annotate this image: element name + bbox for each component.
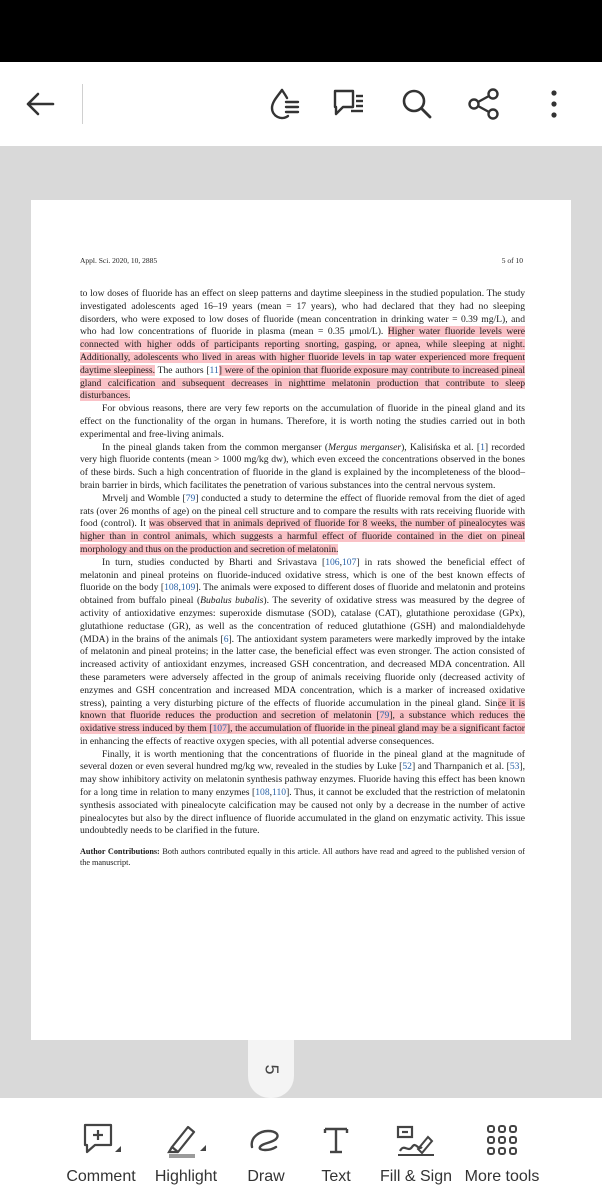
citation-link[interactable]: 1 [480,441,485,453]
more-tools-label: More tools [464,1168,540,1185]
page-header [80,256,523,268]
article-body [80,288,525,868]
paragraph-6: Finally, it is worth mentioning that the concentrations of fluoride in the pineal gland at the magnitude of several dozen or even several hundred mg/kg ww, revealed in the studies by Luke [52] and Tharnpanich et al. [53], may show inhibitory activity on melatonin synthesis pathway enzymes. Fluoride having this effect has been known for a long time in relation to many enzymes [108,110]. Thus, it cannot be excluded that the restriction of melatonin synthesis associated with pinealocyte calcification may be caused not only by a decrease in the number of active pinealocytes but also by the direct influence of fluoride accumulated in the gland on enzymatic activity. This issue undoubtedly needs to be clarified in the future. [80,748,526,837]
paragraph-2: For obvious reasons, there are very few reports on the accumulation of fluoride in the pineal gland and its effect on the functionality of the organ in humans. Therefore, it is worth noting the studies carried out in both experimental and free-living animals. [80,403,525,440]
page-number-label: 5 of 10 [501,256,523,265]
toolbar-divider [82,84,83,124]
citation-link[interactable]: 108 [255,787,270,799]
citation-link[interactable]: 106 [325,556,340,568]
citation-link[interactable]: 79 [185,492,196,504]
paragraph-4: Mrvelj and Womble [79] conducted a study to determine the effect of fluoride removal from the diet of aged rats (over 26 months of age) on the pineal cell structure and to compare the results with rats receiving fluoride with food (control). It was observed that in animals deprived of fluoride for 8 weeks, the number of pinealocytes was higher than in control animals, which suggests a harmful effect of fluoride contained in the diet on pineal morphology and thus on the production and secretion of melatonin. [80,492,525,555]
highlight-annotation[interactable]: ] were of the opinion that fluoride exposure may contribute to increased pineal gland calcification and subsequent decreases in nighttime melatonin production that contribute to sleep disturbances. [80,364,526,402]
share-icon[interactable] [462,82,506,126]
highlight-annotation[interactable]: ce it is known that fluoride reduces the production and secretion of melatonin [79], a substance which reduces the oxidative stress induced by them [107], the accumulation of fluoride in the pineal gland may be a significant factor [80,697,526,735]
grid-dots-icon [462,1118,542,1162]
citation-link[interactable]: 107 [342,556,357,568]
search-icon[interactable] [395,82,439,126]
citation-link[interactable]: 110 [272,787,287,799]
highlighter-icon [151,1118,221,1162]
text-t-icon [306,1118,366,1162]
author-contributions: Author Contributions: Both authors contributed equally in this article. All authors have read and agreed to the published version of the manuscript. [80,847,525,868]
highlight-annotation[interactable]: Higher water fluoride levels were connected with higher odds of participants reporting snorting, gasping, or apnea, while sleeping at night. Additionally, adolescents who lived in areas with higher fluoride levels in tap water experienced more frequent daytime sleepiness. [80,326,525,376]
fill-sign-icon [378,1118,454,1162]
journal-citation: Appl. Sci. 2020, 10, 2885 [80,256,158,265]
status-bar [0,0,602,62]
citation-link[interactable]: 52 [402,761,412,773]
comment-tool-button[interactable] [66,1118,136,1198]
highlight-tool-label: Highlight [154,1168,218,1185]
text-tool-label: Text [321,1168,351,1185]
citation-link[interactable]: 6 [223,633,229,645]
comment-tool-label: Comment [66,1168,136,1185]
paragraph-3: In the pineal glands taken from the common merganser (Mergus merganser), Kalisińska et al. [1] recorded very high fluoride contents (mean > 1000 mg/kg dw), which even exceed the concentrations observed in the bones of these birds. Such a high concentration of fluoride in the gland is explained by the incompleteness of the blood–brain barrier in birds, which facilitates the penetration of various substances into the central nervous system. [80,441,525,491]
draw-tool-label: Draw [247,1168,285,1185]
highlight-tool-button[interactable] [151,1118,221,1198]
bottom-toolbar [0,1098,602,1200]
fill-sign-tool-button[interactable] [378,1118,454,1198]
text-tool-button[interactable] [306,1118,366,1198]
pdf-page[interactable] [31,200,571,1040]
freehand-draw-icon [236,1118,296,1162]
citation-link[interactable]: 11 [209,364,219,376]
paragraph-5: In turn, studies conducted by Bharti and Srivastava [106,107] in rats showed the beneficial effect of melatonin and pineal proteins on fluoride-induced oxidative stress, which is one of the best known effects of fluoride on the body [108,109]. The animals were exposed to different doses of fluoride and melatonin and proteins obtained from buffalo pineal (Bubalus bubalis). The severity of oxidative stress was measured by the degree of activity of antioxidative enzymes: superoxide dismutase (SOD), catalase (CAT), glutathione peroxidase (GPx), glutathione reductase (GR), as well as the concentration of reduced glutathione (GSH) and malondialdehyde (MDA) in the brains of the animals [6]. The antioxidant system parameters were markedly improved by the intake of melatonin and pineal proteins; in the latter case, the beneficial effect was even stronger. The action consisted of increased activity of antioxidant enzymes, increased GSH concentration, and decreased MDA concentration. All these parameters were adversely affected in the group of animals receiving fluoride only (decreased activity of enzymes and GSH concentration and increased MDA concentration, which is a marker of increased oxidative stress), painting a very disturbing picture of the effects of fluoride accumulation in the pineal gland. Since it is known that fluoride reduces the production and secretion of melatonin [79], a substance which reduces the oxidative stress induced by them [107], the accumulation of fluoride in the pineal gland may be a significant factor in enhancing the effects of reactive oxygen species, with all potential adverse consequences. [80,556,526,747]
page-indicator-tab[interactable] [248,1040,294,1098]
highlight-annotation[interactable]: was observed that in animals deprived of fluoride for 8 weeks, the number of pinealocytes was higher than in control animals, which suggests a harmful effect of fluoride contained in the diet on pineal morphology and thus on the production and secretion of melatonin. [80,518,525,555]
citation-link[interactable]: 108 [164,582,179,594]
liquid-mode-icon[interactable] [262,82,306,126]
top-toolbar [0,62,602,146]
more-vert-icon[interactable] [532,82,576,126]
citation-link[interactable]: 53 [509,761,520,773]
comment-add-icon [66,1118,136,1162]
draw-tool-button[interactable] [236,1118,296,1198]
page-indicator-number: 5 [261,1063,282,1075]
comment-list-icon[interactable] [326,82,370,126]
citation-link[interactable]: 109 [180,582,196,594]
back-arrow-icon[interactable] [18,82,62,126]
fill-sign-tool-label: Fill & Sign [379,1168,453,1185]
more-tools-button[interactable] [462,1118,542,1198]
paragraph-1: to low doses of fluoride has an effect on sleep patterns and daytime sleepiness in the studied population. The study investigated adolescents aged 16–19 years (mean = 17 years), who had declared that they had no sleeping disorders, who were exposed to low doses of fluoride (mean concentration in drinking water = 0.39 mg/L), and who had low concentrations of fluoride in plasma (mean = 0.35 μmol/L). Higher water fluoride levels were connected with higher odds of participants reporting snorting, gasping, or apnea, while sleeping at night. Additionally, adolescents who lived in areas with higher fluoride levels in tap water experienced more frequent daytime sleepiness. The authors [11] were of the opinion that fluoride exposure may contribute to increased pineal gland calcification and subsequent decreases in nighttime melatonin production that contribute to sleep disturbances. [80,288,526,402]
